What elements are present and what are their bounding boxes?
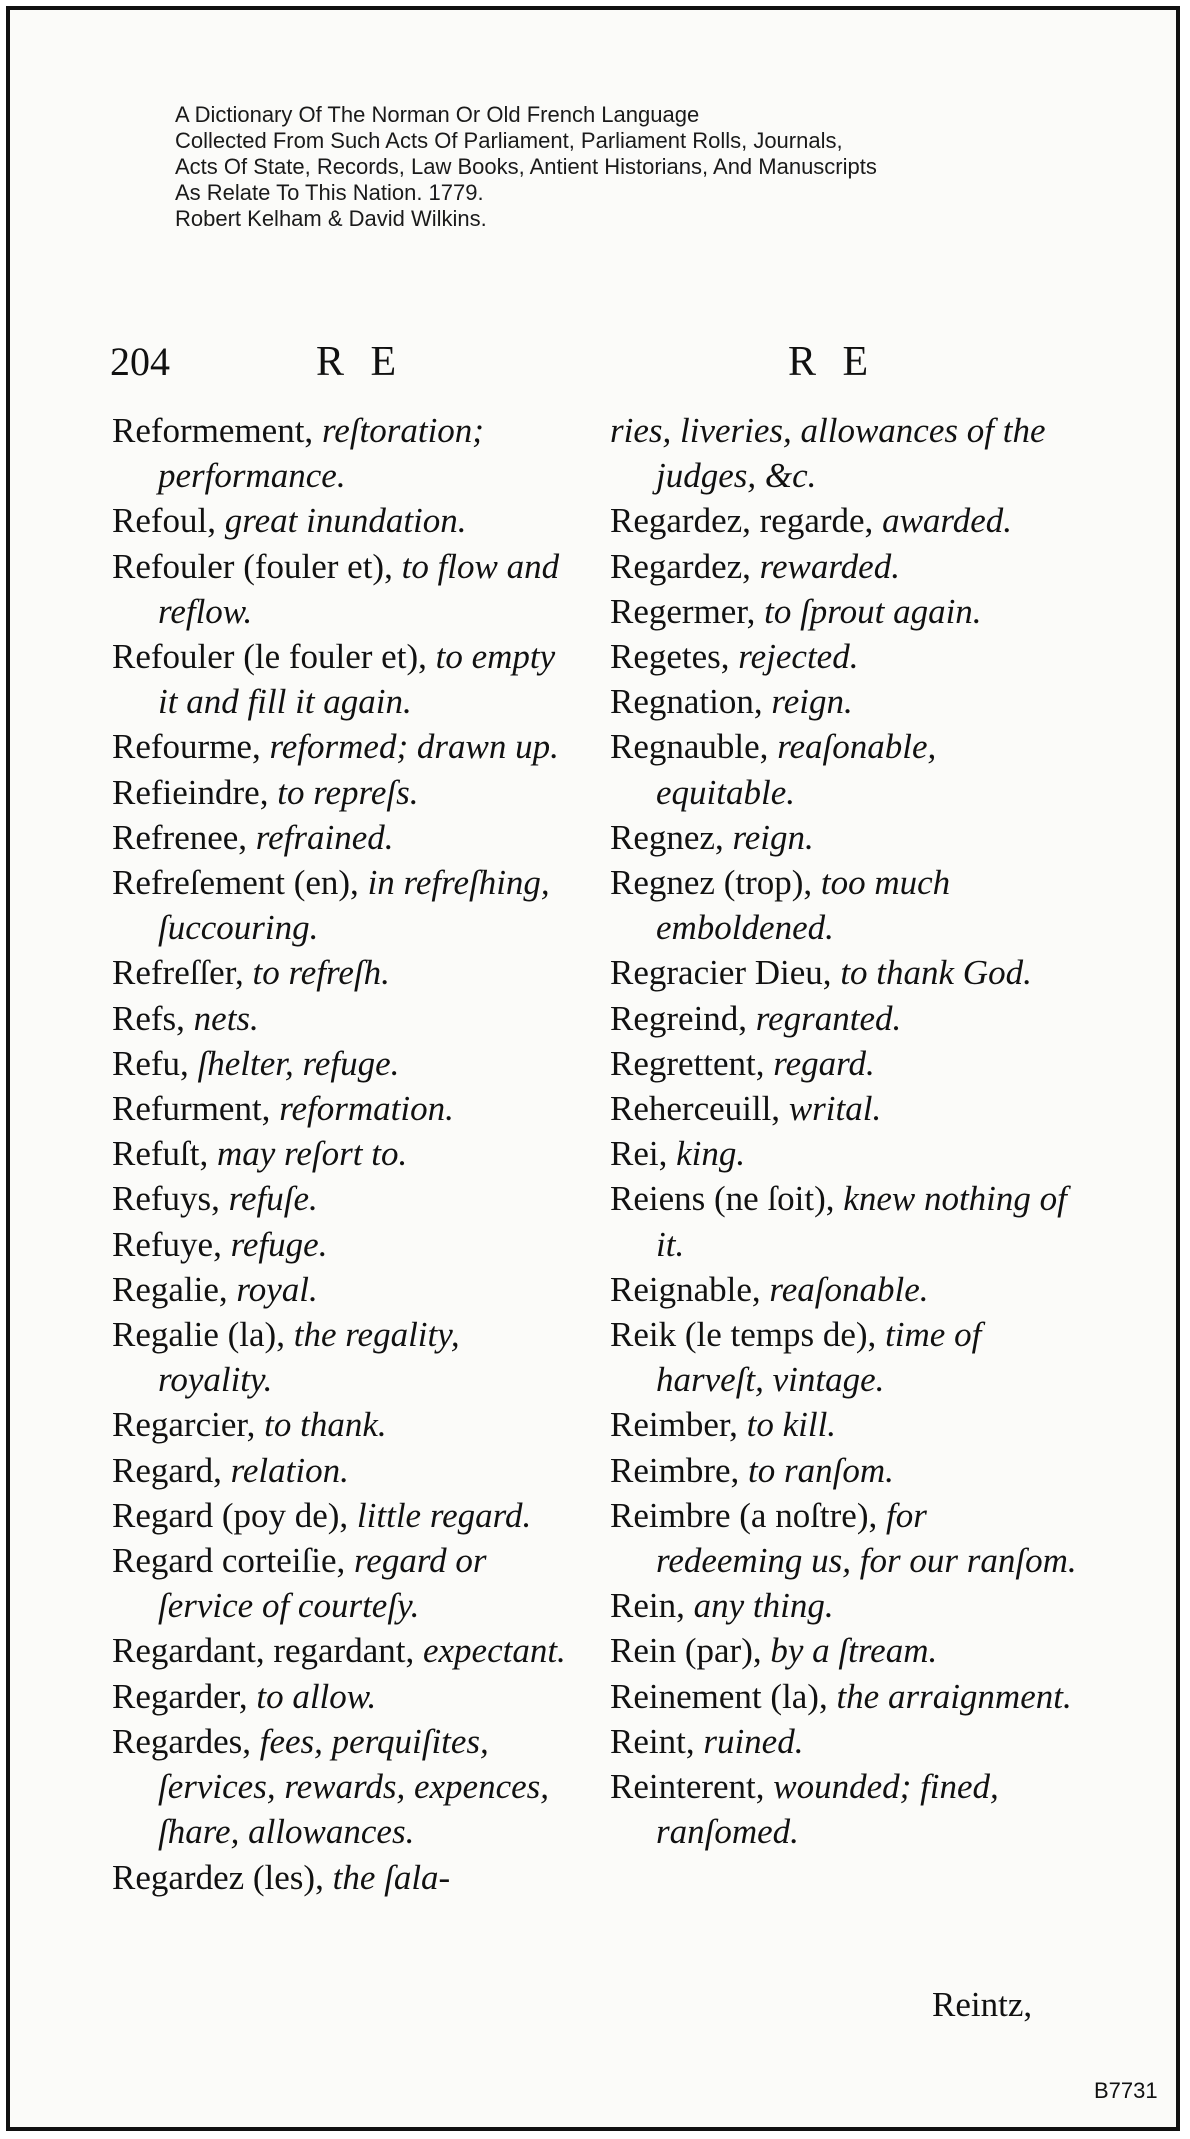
dictionary-entry [610,1086,1080,1131]
entry-definition: nets. [184,998,259,1038]
dictionary-entry [112,996,582,1041]
dictionary-entry [610,724,1080,814]
entry-headword: Regermer, [610,591,756,631]
dictionary-entry [610,498,1080,543]
entry-headword: Regnez, [610,817,724,857]
entry-definition: king. [667,1134,746,1174]
header-line: A Dictionary Of The Norman Or Old French Language [175,102,700,127]
entry-headword: Reik (le temps de), [610,1315,877,1355]
page-frame [6,6,1180,2131]
entry-definition: regard. [764,1043,875,1083]
dictionary-entry [112,1719,582,1855]
entry-definition: by a ſtream. [761,1631,938,1671]
entry-definition: any thing. [684,1586,834,1626]
entry-definition: to repreſs. [268,772,419,812]
dictionary-entry [112,1041,582,1086]
entry-headword: Rein (par), [610,1631,762,1671]
entry-definition: reſtoration; performance. [158,411,484,496]
dictionary-entry [610,950,1080,995]
page-number: 204 [110,339,170,384]
dictionary-entry [112,634,582,724]
entry-definition: rewarded. [750,546,900,586]
dictionary-entry [610,1628,1080,1673]
entry-headword: Regreind, [610,998,748,1038]
entry-headword: Refoul, [112,501,217,541]
entry-headword: Refuys, [112,1179,220,1219]
entry-headword: Reignable, [610,1269,761,1309]
dictionary-entry [112,1402,582,1447]
dictionary-entry [112,408,582,498]
entry-headword: Regarder, [112,1676,248,1716]
entry-headword: Reiens (ne ſoit), [610,1179,835,1219]
dictionary-entry [112,815,582,860]
left-column [112,408,582,1900]
dictionary-entry [112,1448,582,1493]
entry-definition: to thank God. [831,953,1032,993]
entry-definition: may reſort to. [208,1134,408,1174]
running-head-right: R E [788,339,877,385]
entry-definition: the arraignment. [827,1676,1072,1716]
entry-headword: Refourme, [112,727,261,767]
entry-headword: Regardes, [112,1721,251,1761]
entry-definition: little regard. [348,1495,532,1535]
entry-definition: to thank. [255,1405,387,1445]
entry-headword: Reimber, [610,1405,738,1445]
entry-definition: to allow. [247,1676,377,1716]
entry-definition: time of harveſt, vintage. [656,1315,982,1400]
header-note [175,102,1055,232]
dictionary-entry [610,679,1080,724]
entry-definition: to kill. [737,1405,837,1445]
dictionary-entry [610,544,1080,589]
entry-headword: Regard, [112,1450,222,1490]
entry-definition: regard or ſervice of courteſy. [158,1541,487,1626]
entry-headword: Regalie, [112,1269,228,1309]
entry-headword: Regnez (trop), [610,863,813,903]
entry-definition: for redeeming us, for our ranſom. [656,1495,1077,1581]
entry-headword: Reinement (la), [610,1676,828,1716]
header-line: Acts Of State, Records, Law Books, Antient Historians, And Manuscripts [175,154,877,179]
dictionary-entry [610,634,1080,679]
entry-headword: Refurment, [112,1089,271,1129]
entry-definition: to flow and reflow. [158,546,560,631]
dictionary-entry [112,1131,582,1176]
running-head-left: R E [316,339,405,385]
dictionary-entry [112,1855,582,1900]
dictionary-entry [610,1764,1080,1854]
dictionary-entry [112,544,582,634]
entry-headword: Refreſement (en), [112,863,359,903]
entry-headword: Rein, [610,1586,685,1626]
entry-definition: expectant. [414,1631,566,1671]
reference-code: B7731 [1094,2078,1158,2103]
entry-headword: Regarcier, [112,1405,256,1445]
entry-headword: Regardant, regardant, [112,1631,415,1671]
entry-definition: rejected. [729,637,859,677]
dictionary-entry [610,1674,1080,1719]
dictionary-entry [112,1222,582,1267]
entry-headword: Reformement, [112,411,314,450]
entry-headword: Regard (poy de), [112,1495,349,1535]
entry-definition: too much emboldened. [656,863,951,948]
entry-headword: Refieindre, [112,772,269,812]
entry-definition: reformation. [270,1089,454,1129]
entry-definition: reaſonable. [760,1269,929,1309]
entry-headword: Reherceuill, [610,1089,781,1129]
entry-definition: knew nothing of it. [656,1179,1067,1264]
entry-definition: reformed; drawn up. [260,727,559,767]
dictionary-entry [112,770,582,815]
dictionary-entry [112,1176,582,1221]
entry-headword: Reint, [610,1721,695,1761]
entry-headword: Rei, [610,1134,668,1174]
dictionary-entry [112,1538,582,1628]
dictionary-entry [610,996,1080,1041]
catchword: Reintz, [932,1985,1033,2024]
entry-headword: Regnauble, [610,727,769,767]
entry-definition: royal. [227,1269,318,1309]
entry-definition: great inundation. [216,501,467,541]
entry-headword: Refouler (fouler et), [112,546,393,586]
entry-definition: to refreſh. [243,953,390,993]
dictionary-entry [112,1312,582,1402]
entry-definition: to ſprout again. [755,591,982,631]
entry-definition: regranted. [747,998,902,1038]
entry-definition: the ſala- [323,1857,451,1897]
entry-headword: Reinterent, [610,1767,765,1807]
dictionary-entry [610,1448,1080,1493]
entry-headword: Regrettent, [610,1043,765,1083]
entry-headword: Regetes, [610,637,730,677]
dictionary-entry [610,1267,1080,1312]
header-line: As Relate To This Nation. 1779. [175,180,484,205]
entry-definition: relation. [221,1450,349,1490]
dictionary-entry [112,1628,582,1673]
entry-definition: reaſonable, equitable. [656,727,937,812]
entry-definition: in refreſhing, ſuccouring. [158,863,550,948]
dictionary-entry [610,1041,1080,1086]
entry-headword: Refuye, [112,1224,222,1264]
dictionary-entry [610,408,1080,498]
dictionary-entry [112,1493,582,1538]
dictionary-entry [112,498,582,543]
entry-headword: Regracier Dieu, [610,953,832,993]
entry-definition: to empty it and fill it again. [158,637,556,722]
dictionary-entry [610,815,1080,860]
entry-headword: Refuſt, [112,1134,209,1174]
dictionary-entry [112,1674,582,1719]
header-line: Collected From Such Acts Of Parliament, Parliament Rolls, Journals, [175,128,843,153]
entry-definition: to ranſom. [739,1450,894,1490]
dictionary-entry [610,1176,1080,1266]
dictionary-entry [112,950,582,995]
entry-headword: Reimbre, [610,1450,740,1490]
entry-definition: ries, liveries, allowances of the judges, &c. [610,411,1046,496]
dictionary-entry [112,860,582,950]
entry-definition: ſhelter, refuge. [188,1043,400,1083]
entry-headword: Refs, [112,998,185,1038]
entry-definition: reign. [762,682,853,722]
entry-headword: Regardez (les), [112,1857,324,1897]
entry-headword: Regnation, [610,682,763,722]
dictionary-entry [610,1719,1080,1764]
dictionary-entry [610,1402,1080,1447]
entry-definition: refuſe. [219,1179,318,1219]
dictionary-entry [610,1583,1080,1628]
dictionary-entry [112,1086,582,1131]
entry-definition: fees, perquiſites, ſervices, rewards, expences, ſhare, allowances. [158,1721,550,1852]
entry-definition: wounded; fined, ranſomed. [656,1767,999,1852]
entry-definition: awarded. [873,501,1013,541]
entry-headword: Regardez, regarde, [610,501,874,541]
entry-headword: Regalie (la), [112,1315,285,1355]
dictionary-entry [610,1312,1080,1402]
dictionary-entry [610,860,1080,950]
entry-definition: reign. [723,817,814,857]
dictionary-entry [610,1493,1080,1583]
right-column [610,408,1080,1855]
dictionary-entry [610,589,1080,634]
entry-headword: Regardez, [610,546,751,586]
header-line: Robert Kelham & David Wilkins. [175,206,487,231]
entry-headword: Reimbre (a noſtre), [610,1495,878,1535]
entry-headword: Refouler (le fouler et), [112,637,427,677]
entry-headword: Regard corteiſie, [112,1541,346,1581]
entry-headword: Refu, [112,1043,189,1083]
entry-headword: Refreſſer, [112,953,244,993]
entry-headword: Refrenee, [112,817,248,857]
dictionary-entry [610,1131,1080,1176]
entry-definition: refrained. [247,817,394,857]
entry-definition: the regality, royality. [158,1315,460,1400]
entry-definition: ruined. [694,1721,804,1761]
entry-definition: writal. [780,1089,882,1129]
entry-definition: refuge. [221,1224,328,1264]
dictionary-entry [112,724,582,769]
dictionary-entry [112,1267,582,1312]
